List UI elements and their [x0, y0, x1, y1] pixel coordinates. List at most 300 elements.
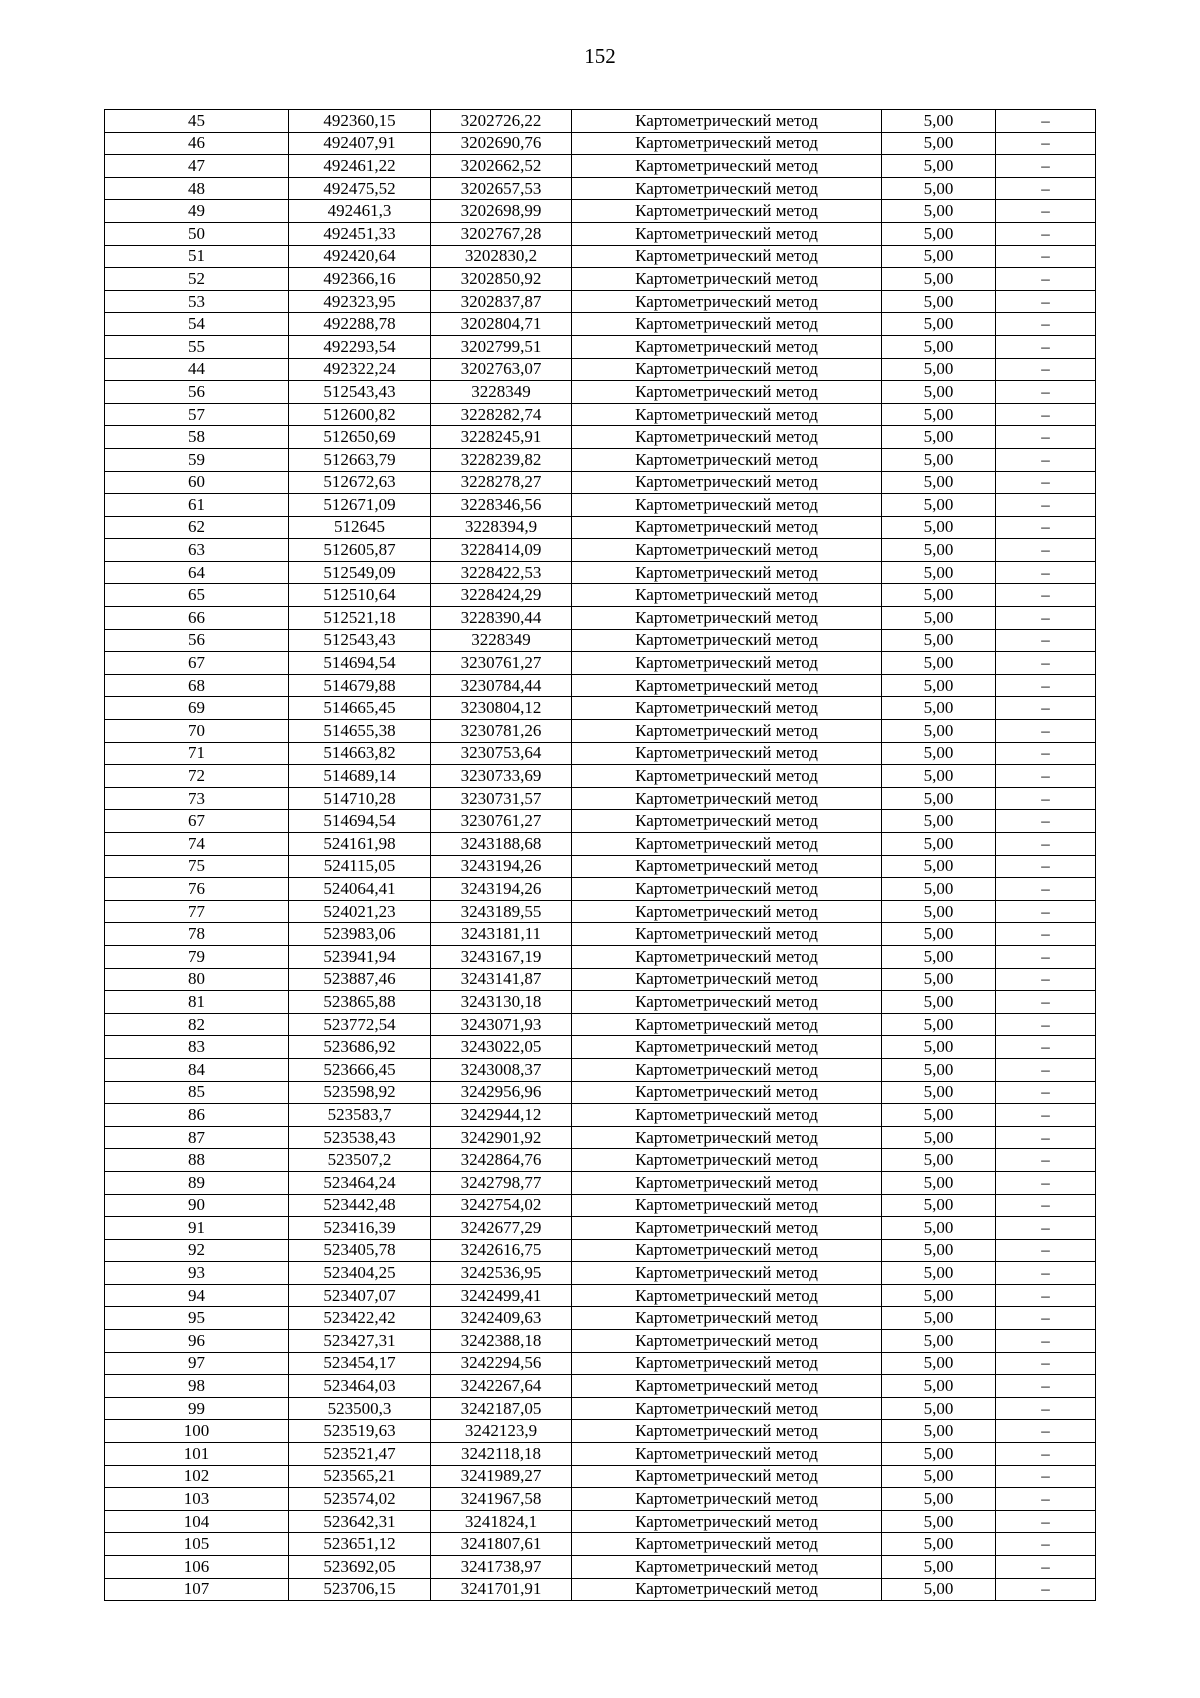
y-coordinate-cell: 3242798,77 — [431, 1171, 572, 1194]
y-coordinate-cell: 3243008,37 — [431, 1058, 572, 1081]
page-number: 152 — [584, 44, 616, 68]
method-cell: Картометрический метод — [572, 561, 882, 584]
point-number-cell: 60 — [105, 471, 289, 494]
method-cell: Картометрический метод — [572, 268, 882, 291]
y-coordinate-cell: 3242956,96 — [431, 1081, 572, 1104]
note-cell: – — [996, 222, 1096, 245]
point-number-cell: 105 — [105, 1533, 289, 1556]
y-coordinate-cell: 3230761,27 — [431, 652, 572, 675]
point-number-cell: 85 — [105, 1081, 289, 1104]
point-number-cell: 56 — [105, 629, 289, 652]
table-row — [105, 200, 1096, 223]
table-row — [105, 1307, 1096, 1330]
table-row — [105, 607, 1096, 630]
x-coordinate-cell: 523442,48 — [289, 1194, 431, 1217]
table-row — [105, 1036, 1096, 1059]
method-cell: Картометрический метод — [572, 132, 882, 155]
x-coordinate-cell: 514694,54 — [289, 810, 431, 833]
y-coordinate-cell: 3228390,44 — [431, 607, 572, 630]
method-cell: Картометрический метод — [572, 471, 882, 494]
accuracy-cell: 5,00 — [882, 426, 996, 449]
x-coordinate-cell: 523427,31 — [289, 1330, 431, 1353]
method-cell: Картометрический метод — [572, 539, 882, 562]
y-coordinate-cell: 3202726,22 — [431, 110, 572, 133]
x-coordinate-cell: 492461,22 — [289, 155, 431, 178]
accuracy-cell: 5,00 — [882, 1194, 996, 1217]
y-coordinate-cell: 3202830,2 — [431, 245, 572, 268]
accuracy-cell: 5,00 — [882, 968, 996, 991]
y-coordinate-cell: 3202657,53 — [431, 177, 572, 200]
note-cell: – — [996, 448, 1096, 471]
point-number-cell: 84 — [105, 1058, 289, 1081]
x-coordinate-cell: 512645 — [289, 516, 431, 539]
table-row — [105, 1013, 1096, 1036]
point-number-cell: 99 — [105, 1397, 289, 1420]
method-cell: Картометрический метод — [572, 765, 882, 788]
table-row — [105, 403, 1096, 426]
table-row — [105, 177, 1096, 200]
x-coordinate-cell: 512549,09 — [289, 561, 431, 584]
note-cell: – — [996, 720, 1096, 743]
accuracy-cell: 5,00 — [882, 991, 996, 1014]
note-cell: – — [996, 1375, 1096, 1398]
point-number-cell: 49 — [105, 200, 289, 223]
accuracy-cell: 5,00 — [882, 471, 996, 494]
point-number-cell: 47 — [105, 155, 289, 178]
note-cell: – — [996, 1578, 1096, 1601]
note-cell: – — [996, 1443, 1096, 1466]
point-number-cell: 59 — [105, 448, 289, 471]
point-number-cell: 78 — [105, 923, 289, 946]
y-coordinate-cell: 3230753,64 — [431, 742, 572, 765]
x-coordinate-cell: 492323,95 — [289, 290, 431, 313]
accuracy-cell: 5,00 — [882, 1465, 996, 1488]
table-row — [105, 652, 1096, 675]
table-row — [105, 1081, 1096, 1104]
y-coordinate-cell: 3243181,11 — [431, 923, 572, 946]
accuracy-cell: 5,00 — [882, 1036, 996, 1059]
accuracy-cell: 5,00 — [882, 200, 996, 223]
accuracy-cell: 5,00 — [882, 1578, 996, 1601]
table-row — [105, 471, 1096, 494]
accuracy-cell: 5,00 — [882, 1352, 996, 1375]
table-row — [105, 358, 1096, 381]
method-cell: Картометрический метод — [572, 923, 882, 946]
point-number-cell: 75 — [105, 855, 289, 878]
table-row — [105, 516, 1096, 539]
method-cell: Картометрический метод — [572, 494, 882, 517]
note-cell: – — [996, 245, 1096, 268]
y-coordinate-cell: 3242123,9 — [431, 1420, 572, 1443]
table-row — [105, 245, 1096, 268]
table-row — [105, 1420, 1096, 1443]
point-number-cell: 102 — [105, 1465, 289, 1488]
table-row — [105, 787, 1096, 810]
x-coordinate-cell: 523706,15 — [289, 1578, 431, 1601]
accuracy-cell: 5,00 — [882, 833, 996, 856]
point-number-cell: 79 — [105, 945, 289, 968]
accuracy-cell: 5,00 — [882, 1217, 996, 1240]
x-coordinate-cell: 514655,38 — [289, 720, 431, 743]
accuracy-cell: 5,00 — [882, 607, 996, 630]
accuracy-cell: 5,00 — [882, 855, 996, 878]
y-coordinate-cell: 3241967,58 — [431, 1488, 572, 1511]
y-coordinate-cell: 3228422,53 — [431, 561, 572, 584]
y-coordinate-cell: 3243188,68 — [431, 833, 572, 856]
note-cell: – — [996, 1465, 1096, 1488]
x-coordinate-cell: 523464,24 — [289, 1171, 431, 1194]
table-row — [105, 742, 1096, 765]
note-cell: – — [996, 968, 1096, 991]
method-cell: Картометрический метод — [572, 1013, 882, 1036]
table-row — [105, 222, 1096, 245]
x-coordinate-cell: 523642,31 — [289, 1510, 431, 1533]
method-cell: Картометрический метод — [572, 1397, 882, 1420]
x-coordinate-cell: 524064,41 — [289, 878, 431, 901]
point-number-cell: 98 — [105, 1375, 289, 1398]
y-coordinate-cell: 3243141,87 — [431, 968, 572, 991]
method-cell: Картометрический метод — [572, 652, 882, 675]
note-cell: – — [996, 200, 1096, 223]
y-coordinate-cell: 3242187,05 — [431, 1397, 572, 1420]
y-coordinate-cell: 3243194,26 — [431, 855, 572, 878]
point-number-cell: 54 — [105, 313, 289, 336]
x-coordinate-cell: 492451,33 — [289, 222, 431, 245]
accuracy-cell: 5,00 — [882, 1149, 996, 1172]
y-coordinate-cell: 3241807,61 — [431, 1533, 572, 1556]
y-coordinate-cell: 3242118,18 — [431, 1443, 572, 1466]
point-number-cell: 104 — [105, 1510, 289, 1533]
table-row — [105, 1239, 1096, 1262]
point-number-cell: 100 — [105, 1420, 289, 1443]
point-number-cell: 76 — [105, 878, 289, 901]
method-cell: Картометрический метод — [572, 1217, 882, 1240]
point-number-cell: 69 — [105, 697, 289, 720]
y-coordinate-cell: 3202763,07 — [431, 358, 572, 381]
point-number-cell: 101 — [105, 1443, 289, 1466]
note-cell: – — [996, 268, 1096, 291]
table-row — [105, 968, 1096, 991]
accuracy-cell: 5,00 — [882, 1239, 996, 1262]
point-number-cell: 74 — [105, 833, 289, 856]
method-cell: Картометрический метод — [572, 1104, 882, 1127]
accuracy-cell: 5,00 — [882, 494, 996, 517]
table-row — [105, 697, 1096, 720]
note-cell: – — [996, 358, 1096, 381]
note-cell: – — [996, 132, 1096, 155]
x-coordinate-cell: 524115,05 — [289, 855, 431, 878]
table-row — [105, 1171, 1096, 1194]
point-number-cell: 93 — [105, 1262, 289, 1285]
x-coordinate-cell: 523507,2 — [289, 1149, 431, 1172]
method-cell: Картометрический метод — [572, 968, 882, 991]
y-coordinate-cell: 3230784,44 — [431, 674, 572, 697]
x-coordinate-cell: 523404,25 — [289, 1262, 431, 1285]
x-coordinate-cell: 512663,79 — [289, 448, 431, 471]
method-cell: Картометрический метод — [572, 900, 882, 923]
accuracy-cell: 5,00 — [882, 1126, 996, 1149]
x-coordinate-cell: 514665,45 — [289, 697, 431, 720]
table-row — [105, 1126, 1096, 1149]
note-cell: – — [996, 155, 1096, 178]
table-row — [105, 494, 1096, 517]
x-coordinate-cell: 523692,05 — [289, 1556, 431, 1579]
x-coordinate-cell: 523519,63 — [289, 1420, 431, 1443]
accuracy-cell: 5,00 — [882, 268, 996, 291]
accuracy-cell: 5,00 — [882, 1058, 996, 1081]
accuracy-cell: 5,00 — [882, 900, 996, 923]
accuracy-cell: 5,00 — [882, 1262, 996, 1285]
note-cell: – — [996, 1126, 1096, 1149]
note-cell: – — [996, 1217, 1096, 1240]
table-row — [105, 629, 1096, 652]
point-number-cell: 48 — [105, 177, 289, 200]
y-coordinate-cell: 3228394,9 — [431, 516, 572, 539]
y-coordinate-cell: 3202690,76 — [431, 132, 572, 155]
table-row — [105, 132, 1096, 155]
y-coordinate-cell: 3230733,69 — [431, 765, 572, 788]
accuracy-cell: 5,00 — [882, 403, 996, 426]
method-cell: Картометрический метод — [572, 720, 882, 743]
method-cell: Картометрический метод — [572, 1420, 882, 1443]
point-number-cell: 57 — [105, 403, 289, 426]
x-coordinate-cell: 512650,69 — [289, 426, 431, 449]
point-number-cell: 56 — [105, 381, 289, 404]
table-row — [105, 900, 1096, 923]
table-row — [105, 539, 1096, 562]
point-number-cell: 71 — [105, 742, 289, 765]
note-cell: – — [996, 1510, 1096, 1533]
note-cell: – — [996, 471, 1096, 494]
y-coordinate-cell: 3243071,93 — [431, 1013, 572, 1036]
x-coordinate-cell: 523583,7 — [289, 1104, 431, 1127]
accuracy-cell: 5,00 — [882, 1533, 996, 1556]
point-number-cell: 58 — [105, 426, 289, 449]
y-coordinate-cell: 3228424,29 — [431, 584, 572, 607]
x-coordinate-cell: 514679,88 — [289, 674, 431, 697]
note-cell: – — [996, 607, 1096, 630]
y-coordinate-cell: 3230804,12 — [431, 697, 572, 720]
y-coordinate-cell: 3228245,91 — [431, 426, 572, 449]
method-cell: Картометрический метод — [572, 787, 882, 810]
y-coordinate-cell: 3228278,27 — [431, 471, 572, 494]
x-coordinate-cell: 523941,94 — [289, 945, 431, 968]
point-number-cell: 67 — [105, 810, 289, 833]
x-coordinate-cell: 492360,15 — [289, 110, 431, 133]
y-coordinate-cell: 3242294,56 — [431, 1352, 572, 1375]
point-number-cell: 87 — [105, 1126, 289, 1149]
note-cell: – — [996, 1488, 1096, 1511]
y-coordinate-cell: 3243167,19 — [431, 945, 572, 968]
point-number-cell: 70 — [105, 720, 289, 743]
accuracy-cell: 5,00 — [882, 652, 996, 675]
x-coordinate-cell: 523598,92 — [289, 1081, 431, 1104]
point-number-cell: 67 — [105, 652, 289, 675]
note-cell: – — [996, 1556, 1096, 1579]
y-coordinate-cell: 3202837,87 — [431, 290, 572, 313]
y-coordinate-cell: 3242901,92 — [431, 1126, 572, 1149]
note-cell: – — [996, 742, 1096, 765]
method-cell: Картометрический метод — [572, 878, 882, 901]
note-cell: – — [996, 290, 1096, 313]
table-row — [105, 1149, 1096, 1172]
point-number-cell: 90 — [105, 1194, 289, 1217]
point-number-cell: 66 — [105, 607, 289, 630]
method-cell: Картометрический метод — [572, 584, 882, 607]
point-number-cell: 107 — [105, 1578, 289, 1601]
note-cell: – — [996, 1262, 1096, 1285]
method-cell: Картометрический метод — [572, 1375, 882, 1398]
note-cell: – — [996, 1149, 1096, 1172]
method-cell: Картометрический метод — [572, 629, 882, 652]
table-row — [105, 110, 1096, 133]
table-row — [105, 810, 1096, 833]
point-number-cell: 86 — [105, 1104, 289, 1127]
method-cell: Картометрический метод — [572, 810, 882, 833]
table-row — [105, 1397, 1096, 1420]
accuracy-cell: 5,00 — [882, 358, 996, 381]
accuracy-cell: 5,00 — [882, 1510, 996, 1533]
note-cell: – — [996, 1104, 1096, 1127]
y-coordinate-cell: 3230781,26 — [431, 720, 572, 743]
note-cell: – — [996, 652, 1096, 675]
note-cell: – — [996, 1533, 1096, 1556]
accuracy-cell: 5,00 — [882, 1375, 996, 1398]
point-number-cell: 77 — [105, 900, 289, 923]
accuracy-cell: 5,00 — [882, 1443, 996, 1466]
method-cell: Картометрический метод — [572, 110, 882, 133]
table-row — [105, 991, 1096, 1014]
note-cell: – — [996, 1171, 1096, 1194]
point-number-cell: 88 — [105, 1149, 289, 1172]
x-coordinate-cell: 523666,45 — [289, 1058, 431, 1081]
point-number-cell: 81 — [105, 991, 289, 1014]
x-coordinate-cell: 523772,54 — [289, 1013, 431, 1036]
accuracy-cell: 5,00 — [882, 132, 996, 155]
table-row — [105, 155, 1096, 178]
x-coordinate-cell: 512521,18 — [289, 607, 431, 630]
x-coordinate-cell: 523416,39 — [289, 1217, 431, 1240]
point-number-cell: 68 — [105, 674, 289, 697]
note-cell: – — [996, 494, 1096, 517]
accuracy-cell: 5,00 — [882, 945, 996, 968]
point-number-cell: 52 — [105, 268, 289, 291]
y-coordinate-cell: 3242388,18 — [431, 1330, 572, 1353]
x-coordinate-cell: 523865,88 — [289, 991, 431, 1014]
accuracy-cell: 5,00 — [882, 720, 996, 743]
table-row — [105, 1194, 1096, 1217]
y-coordinate-cell: 3241738,97 — [431, 1556, 572, 1579]
accuracy-cell: 5,00 — [882, 878, 996, 901]
table-row — [105, 1104, 1096, 1127]
y-coordinate-cell: 3242864,76 — [431, 1149, 572, 1172]
accuracy-cell: 5,00 — [882, 584, 996, 607]
method-cell: Картометрический метод — [572, 1036, 882, 1059]
method-cell: Картометрический метод — [572, 1352, 882, 1375]
x-coordinate-cell: 492420,64 — [289, 245, 431, 268]
y-coordinate-cell: 3202767,28 — [431, 222, 572, 245]
accuracy-cell: 5,00 — [882, 1420, 996, 1443]
x-coordinate-cell: 523407,07 — [289, 1284, 431, 1307]
table-row — [105, 1510, 1096, 1533]
point-number-cell: 94 — [105, 1284, 289, 1307]
x-coordinate-cell: 523887,46 — [289, 968, 431, 991]
note-cell: – — [996, 629, 1096, 652]
y-coordinate-cell: 3202850,92 — [431, 268, 572, 291]
x-coordinate-cell: 492366,16 — [289, 268, 431, 291]
accuracy-cell: 5,00 — [882, 697, 996, 720]
table-row — [105, 1284, 1096, 1307]
x-coordinate-cell: 512600,82 — [289, 403, 431, 426]
y-coordinate-cell: 3228282,74 — [431, 403, 572, 426]
table-row — [105, 290, 1096, 313]
y-coordinate-cell: 3243130,18 — [431, 991, 572, 1014]
point-number-cell: 45 — [105, 110, 289, 133]
note-cell: – — [996, 381, 1096, 404]
note-cell: – — [996, 1352, 1096, 1375]
point-number-cell: 91 — [105, 1217, 289, 1240]
accuracy-cell: 5,00 — [882, 787, 996, 810]
point-number-cell: 95 — [105, 1307, 289, 1330]
table-row — [105, 1352, 1096, 1375]
table-row — [105, 878, 1096, 901]
x-coordinate-cell: 492461,3 — [289, 200, 431, 223]
table-row — [105, 448, 1096, 471]
table-row — [105, 1533, 1096, 1556]
y-coordinate-cell: 3242616,75 — [431, 1239, 572, 1262]
y-coordinate-cell: 3242499,41 — [431, 1284, 572, 1307]
table-row — [105, 313, 1096, 336]
method-cell: Картометрический метод — [572, 945, 882, 968]
note-cell: – — [996, 765, 1096, 788]
table-row — [105, 765, 1096, 788]
table-row — [105, 1578, 1096, 1601]
table-row — [105, 1262, 1096, 1285]
accuracy-cell: 5,00 — [882, 1171, 996, 1194]
x-coordinate-cell: 492293,54 — [289, 335, 431, 358]
method-cell: Картометрический метод — [572, 1578, 882, 1601]
note-cell: – — [996, 1239, 1096, 1262]
accuracy-cell: 5,00 — [882, 177, 996, 200]
note-cell: – — [996, 1397, 1096, 1420]
method-cell: Картометрический метод — [572, 1488, 882, 1511]
y-coordinate-cell: 3242677,29 — [431, 1217, 572, 1240]
method-cell: Картометрический метод — [572, 177, 882, 200]
y-coordinate-cell: 3202698,99 — [431, 200, 572, 223]
note-cell: – — [996, 110, 1096, 133]
x-coordinate-cell: 523983,06 — [289, 923, 431, 946]
accuracy-cell: 5,00 — [882, 222, 996, 245]
accuracy-cell: 5,00 — [882, 381, 996, 404]
point-number-cell: 65 — [105, 584, 289, 607]
y-coordinate-cell: 3242754,02 — [431, 1194, 572, 1217]
y-coordinate-cell: 3230731,57 — [431, 787, 572, 810]
method-cell: Картометрический метод — [572, 1081, 882, 1104]
method-cell: Картометрический метод — [572, 403, 882, 426]
method-cell: Картометрический метод — [572, 358, 882, 381]
table-row — [105, 1330, 1096, 1353]
point-number-cell: 92 — [105, 1239, 289, 1262]
point-number-cell: 46 — [105, 132, 289, 155]
method-cell: Картометрический метод — [572, 1058, 882, 1081]
method-cell: Картометрический метод — [572, 1330, 882, 1353]
x-coordinate-cell: 514689,14 — [289, 765, 431, 788]
method-cell: Картометрический метод — [572, 516, 882, 539]
table-row — [105, 1058, 1096, 1081]
method-cell: Картометрический метод — [572, 290, 882, 313]
y-coordinate-cell: 3242409,63 — [431, 1307, 572, 1330]
y-coordinate-cell: 3228239,82 — [431, 448, 572, 471]
